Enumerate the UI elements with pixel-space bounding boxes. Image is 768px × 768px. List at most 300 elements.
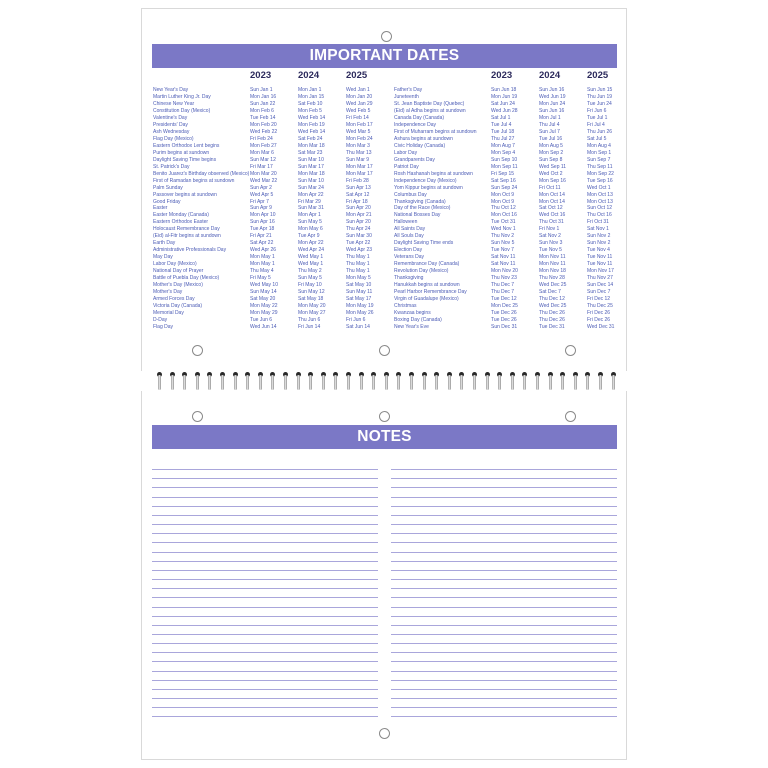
holiday-date: Mon Jan 1	[298, 87, 322, 93]
holiday-date: Tue Feb 14	[250, 114, 276, 121]
holiday-date: Thu Jun 26	[587, 128, 613, 135]
holiday-name: Administrative Professionals Day	[153, 247, 227, 254]
note-line[interactable]	[391, 598, 617, 607]
note-line[interactable]	[152, 470, 378, 479]
note-line[interactable]	[152, 662, 378, 671]
holiday-date: Wed Feb 14	[298, 128, 326, 135]
holiday-date: Wed Dec 25	[539, 303, 567, 310]
holiday-name: Presidents' Day	[153, 121, 188, 128]
holiday-name: (Eid) al-Fitr begins at sundown	[153, 233, 221, 240]
holiday-date: Mon Jul 1	[539, 114, 561, 121]
note-line[interactable]	[152, 507, 378, 516]
spiral-coil	[485, 371, 491, 391]
holiday-name: Independence Day (Mexico)	[394, 177, 457, 184]
holiday-date: Wed Jun 19	[539, 93, 566, 100]
holiday-date: Wed Jun 14	[250, 323, 277, 330]
holiday-date: Sun Apr 20	[346, 205, 371, 212]
holiday-date: Mon May 27	[298, 310, 326, 316]
spiral-coil	[157, 371, 163, 391]
holiday-date: Fri Dec 26	[587, 310, 611, 316]
spiral-coil	[308, 371, 314, 391]
holiday-date: Sat Nov 11	[491, 254, 516, 261]
holiday-name: Eastern Orthodox Easter	[153, 219, 209, 226]
note-line[interactable]	[152, 553, 378, 562]
binding-hole	[192, 411, 203, 422]
spiral-coil	[346, 371, 352, 391]
note-line[interactable]	[391, 461, 617, 470]
holiday-date: Thu Mar 13	[346, 149, 372, 156]
holiday-date: Mon Feb 20	[250, 121, 277, 128]
note-line[interactable]	[391, 672, 617, 681]
holiday-date: Thu Apr 24	[346, 226, 371, 233]
holiday-date: Mon Feb 24	[346, 135, 373, 142]
holiday-date: Mon Oct 9	[491, 198, 515, 205]
holiday-date: Mon Mar 3	[346, 142, 370, 149]
holiday-date: Sun Sep 7	[587, 156, 611, 163]
holiday-name: St. Patrick's Day	[153, 163, 190, 170]
holiday-date: Sun Dec 14	[587, 282, 614, 289]
holiday-date: Mon May 19	[346, 303, 374, 310]
spiral-coil	[296, 371, 302, 391]
spiral-coil	[333, 371, 339, 391]
holiday-date: Thu Nov 28	[539, 275, 565, 282]
holiday-date: Wed May 1	[298, 261, 324, 268]
spiral-coil	[598, 371, 604, 391]
holiday-date: Mon Aug 5	[539, 142, 563, 149]
holiday-name: Kwanzaa begins	[394, 310, 431, 316]
spiral-coil	[207, 371, 213, 391]
holiday-date: Sun Mar 17	[298, 163, 324, 170]
spiral-coil	[283, 371, 289, 391]
holiday-date: Sun Jun 16	[539, 87, 565, 93]
note-line[interactable]	[152, 699, 378, 708]
note-line[interactable]	[391, 470, 617, 479]
holiday-date: Mon Jan 16	[250, 93, 277, 100]
holiday-name: Purim begins at sundown	[153, 149, 210, 156]
note-line[interactable]	[391, 708, 617, 717]
binding-hole	[565, 345, 576, 356]
holiday-name: Flag Day	[153, 323, 174, 330]
binding-hole	[379, 411, 390, 422]
holiday-date: Mon May 26	[346, 310, 374, 316]
holiday-date: Wed May 10	[250, 282, 278, 289]
note-line[interactable]	[391, 626, 617, 635]
dates-2023-left	[250, 87, 296, 331]
note-line[interactable]	[152, 525, 378, 534]
year-heading-2025-left: 2025	[346, 70, 368, 81]
holiday-date: Thu Jun 6	[298, 316, 321, 323]
holiday-date: Tue Dec 26	[491, 316, 517, 323]
holiday-date: Mon Aug 7	[491, 142, 515, 149]
spiral-coil	[409, 371, 415, 391]
holiday-name: Thanksgiving (Canada)	[394, 198, 446, 205]
note-line[interactable]	[152, 479, 378, 488]
holiday-name: Passover begins at sundown	[153, 191, 217, 198]
holiday-name: Palm Sunday	[153, 184, 183, 191]
holiday-date: Sun Nov 5	[491, 240, 515, 247]
holiday-date: Wed Oct 16	[539, 212, 566, 219]
note-line[interactable]	[391, 543, 617, 552]
note-line[interactable]	[391, 553, 617, 562]
holiday-name: (Eid) al Adha begins at sundown	[394, 107, 466, 114]
holiday-date: Sun Jan 22	[250, 100, 276, 107]
holiday-date: Sun Mar 10	[298, 156, 324, 163]
holiday-date: Fri Jun 6	[346, 316, 366, 323]
holiday-date: Wed Mar 5	[346, 128, 371, 135]
holiday-date: Mon May 5	[346, 275, 371, 282]
holiday-date: Mon Nov 11	[539, 261, 566, 268]
note-line[interactable]	[152, 534, 378, 543]
holiday-date: Sun Dec 7	[587, 289, 611, 296]
holiday-date: Wed Feb 14	[298, 114, 326, 121]
note-line[interactable]	[391, 562, 617, 571]
holiday-name: Martin Luther King Jr. Day	[153, 93, 211, 100]
note-line[interactable]	[391, 635, 617, 644]
holiday-date: Wed Nov 1	[491, 226, 516, 233]
note-line[interactable]	[391, 507, 617, 516]
holiday-date: Thu Sep 11	[587, 163, 613, 170]
holiday-name: All Souls Day	[394, 233, 424, 240]
holiday-date: Sun Mar 12	[250, 156, 276, 163]
holiday-name: Canada Day (Canada)	[394, 114, 445, 121]
note-line[interactable]	[391, 516, 617, 525]
holiday-name: Valentine's Day	[153, 114, 188, 121]
holiday-date: Mon Apr 10	[250, 212, 276, 219]
spiral-coil	[472, 371, 478, 391]
holiday-name: Day of the Race (Mexico)	[394, 205, 451, 212]
binding-hole	[381, 31, 392, 42]
holiday-date: Mon Feb 17	[346, 121, 373, 128]
dates-2024-right	[539, 87, 585, 331]
spiral-coil	[245, 371, 251, 391]
holiday-name: New Year's Eve	[394, 323, 429, 330]
holiday-date: Sun Dec 31	[491, 323, 518, 330]
note-line[interactable]	[152, 461, 378, 470]
spiral-coil	[258, 371, 264, 391]
holiday-date: Fri May 5	[250, 275, 271, 282]
holiday-name: Hanukkah begins at sundown	[394, 282, 460, 289]
holiday-name: Daylight Saving Time ends	[394, 240, 454, 247]
holiday-name: Easter Monday (Canada)	[153, 212, 209, 219]
holiday-date: Tue Jul 18	[491, 128, 515, 135]
holiday-date: Fri May 10	[298, 282, 322, 289]
holiday-name: Chinese New Year	[153, 100, 195, 107]
holiday-date: Tue Nov 7	[491, 247, 514, 254]
binding-hole	[192, 345, 203, 356]
holiday-date: Tue Dec 26	[491, 310, 517, 316]
holiday-date: Sun Apr 13	[346, 184, 371, 191]
holiday-date: Thu Jun 19	[587, 93, 613, 100]
spiral-coil	[371, 371, 377, 391]
spiral-coil	[447, 371, 453, 391]
holiday-date: Sun Apr 16	[250, 219, 275, 226]
holiday-name: Holocaust Remembrance Day	[153, 226, 220, 233]
holiday-date: Wed Dec 31	[587, 323, 615, 330]
note-line[interactable]	[152, 653, 378, 662]
holiday-name: Remembrance Day (Canada)	[394, 261, 460, 268]
holiday-date: Wed Sep 11	[539, 163, 567, 170]
holiday-date: Sun Nov 2	[587, 233, 611, 240]
important-dates-banner: IMPORTANT DATES	[152, 44, 617, 68]
note-line[interactable]	[391, 534, 617, 543]
holiday-date: Sun Jul 7	[539, 128, 560, 135]
holiday-date: Wed Jan 1	[346, 87, 370, 93]
holiday-date: Sun May 5	[298, 275, 322, 282]
holiday-name: Ash Wednesday	[153, 128, 190, 135]
holiday-name: Patriot Day	[394, 163, 419, 170]
holiday-name: D-Day	[153, 316, 168, 323]
spiral-coil	[510, 371, 516, 391]
holiday-date: Tue Nov 5	[539, 247, 562, 254]
holiday-date: Mon Aug 4	[587, 142, 611, 149]
holiday-date: Mon Apr 1	[298, 212, 321, 219]
year-heading-2023-right: 2023	[491, 70, 513, 81]
spiral-coil	[497, 371, 503, 391]
holiday-date: Tue Apr 22	[346, 240, 371, 247]
spiral-coil	[459, 371, 465, 391]
binding-hole	[565, 411, 576, 422]
holiday-date: Sun Mar 9	[346, 156, 370, 163]
holiday-name: Easter	[153, 205, 168, 212]
notes-column-right	[391, 461, 617, 717]
holiday-date: Mon Sep 16	[539, 177, 566, 184]
holiday-date: Sat Sep 16	[491, 177, 516, 184]
holiday-name: Battle of Puebla Day (Mexico)	[153, 275, 220, 282]
spiral-coil	[233, 371, 239, 391]
holiday-date: Fri Apr 21	[250, 233, 272, 240]
holiday-date: Mon May 22	[250, 303, 278, 310]
note-line[interactable]	[152, 644, 378, 653]
holiday-name: Memorial Day	[153, 310, 184, 316]
note-line[interactable]	[152, 635, 378, 644]
holiday-name: First of Muharram begins at sundown	[394, 128, 477, 135]
note-line[interactable]	[391, 608, 617, 617]
note-line[interactable]	[152, 708, 378, 717]
holiday-date: Thu Nov 2	[491, 233, 515, 240]
holiday-date: Wed Mar 22	[250, 177, 278, 184]
holiday-date: Wed Dec 25	[539, 282, 567, 289]
note-line[interactable]	[152, 626, 378, 635]
holiday-date: Mon Sep 2	[539, 149, 564, 156]
note-line[interactable]	[152, 690, 378, 699]
holiday-date: Tue Jul 16	[539, 135, 563, 142]
holiday-names-right	[394, 87, 489, 331]
note-line[interactable]	[391, 617, 617, 626]
spiral-coil	[359, 371, 365, 391]
note-line[interactable]	[152, 617, 378, 626]
spiral-coil	[611, 371, 617, 391]
holiday-date: Fri Jun 6	[587, 107, 607, 114]
holiday-date: Sat Feb 24	[298, 135, 323, 142]
note-line[interactable]	[152, 562, 378, 571]
holiday-date: Mon Dec 25	[491, 303, 518, 310]
holiday-date: Mon Jan 20	[346, 93, 373, 100]
holiday-date: Sat May 20	[250, 296, 276, 303]
holiday-name: New Year's Day	[153, 87, 189, 93]
note-line[interactable]	[391, 479, 617, 488]
holiday-date: Fri Mar 29	[298, 198, 321, 205]
holiday-date: Thu May 2	[298, 268, 322, 275]
holiday-date: Sat Dec 7	[539, 289, 561, 296]
spiral-coil	[560, 371, 566, 391]
holiday-date: Sun Apr 20	[346, 219, 371, 226]
holiday-date: Wed Apr 26	[250, 247, 277, 254]
holiday-date: Mon Sep 4	[491, 149, 516, 156]
holiday-name: Veterans Day	[394, 254, 425, 261]
holiday-name: Benito Juarez's Birthday observed (Mexico)	[153, 170, 249, 177]
spiral-coil	[195, 371, 201, 391]
holiday-date: Mon May 20	[298, 303, 326, 310]
holiday-date: Sat Feb 10	[298, 100, 323, 107]
holiday-date: Mon Feb 6	[250, 107, 274, 114]
holiday-date: Wed Apr 5	[250, 191, 274, 198]
year-heading-2024-right: 2024	[539, 70, 561, 81]
holiday-date: Fri Mar 17	[250, 163, 273, 170]
holiday-date: Mon Apr 22	[298, 240, 324, 247]
holiday-date: Mon Nov 18	[539, 268, 566, 275]
note-line[interactable]	[152, 580, 378, 589]
note-line[interactable]	[391, 690, 617, 699]
holiday-name: Revolution Day (Mexico)	[394, 268, 449, 275]
holiday-date: Sat Apr 22	[250, 240, 274, 247]
holiday-date: Sun Jan 1	[250, 87, 273, 93]
note-line[interactable]	[152, 608, 378, 617]
holiday-date: Sat Apr 12	[346, 191, 370, 198]
holiday-date: Tue Nov 11	[587, 254, 613, 261]
holiday-date: Mon Oct 13	[587, 191, 613, 198]
holiday-date: Thu Dec 26	[539, 310, 565, 316]
note-line[interactable]	[391, 681, 617, 690]
spiral-coil	[384, 371, 390, 391]
note-line[interactable]	[391, 662, 617, 671]
spiral-binding	[141, 371, 627, 391]
holiday-date: Sun May 5	[298, 219, 322, 226]
holiday-date: Mon Oct 9	[491, 191, 515, 198]
binding-hole	[379, 728, 390, 739]
holiday-name: Labor Day (Mexico)	[153, 261, 197, 268]
holiday-date: Mon Jun 24	[539, 100, 566, 107]
holiday-date: Tue Jul 1	[587, 114, 608, 121]
note-line[interactable]	[152, 488, 378, 497]
holiday-name: Boxing Day (Canada)	[394, 316, 442, 323]
holiday-date: Mon Sep 1	[587, 149, 612, 156]
holiday-name: Father's Day	[394, 87, 423, 93]
holiday-date: Fri Oct 11	[539, 184, 561, 191]
holiday-name: Daylight Saving Time begins	[153, 156, 217, 163]
holiday-date: Tue Nov 4	[587, 247, 610, 254]
holiday-name: May Day	[153, 254, 173, 261]
holiday-date: Mon Oct 16	[491, 212, 517, 219]
spiral-coil	[182, 371, 188, 391]
holiday-date: Thu Dec 7	[491, 289, 515, 296]
note-line[interactable]	[391, 699, 617, 708]
binding-hole	[379, 345, 390, 356]
note-line[interactable]	[152, 672, 378, 681]
holiday-date: Wed Oct 2	[539, 170, 563, 177]
holiday-date: Fri Dec 12	[587, 296, 611, 303]
holiday-date: Thu May 4	[250, 268, 274, 275]
holiday-date: Fri Jul 4	[587, 121, 605, 128]
holiday-date: Mon May 6	[298, 226, 323, 233]
holiday-date: Mon Mar 6	[250, 149, 274, 156]
holiday-date: Fri Feb 14	[346, 114, 369, 121]
holiday-name: Eastern Orthodox Lent begins	[153, 142, 220, 149]
holiday-date: Sun Nov 3	[539, 240, 563, 247]
holiday-name: All Saints Day	[394, 226, 426, 233]
holiday-date: Sun Mar 30	[346, 233, 372, 240]
holiday-name: Civic Holiday (Canada)	[394, 142, 446, 149]
holiday-date: Thu Oct 12	[491, 205, 516, 212]
note-line[interactable]	[391, 571, 617, 580]
holiday-name: National Day of Prayer	[153, 268, 204, 275]
holiday-date: Thu Dec 25	[587, 303, 613, 310]
note-line[interactable]	[152, 681, 378, 690]
note-line[interactable]	[391, 580, 617, 589]
holiday-date: Sat Nov 11	[491, 261, 516, 268]
holiday-names-left	[153, 87, 249, 331]
dates-2025-left	[346, 87, 392, 331]
holiday-name: Constitution Day (Mexico)	[153, 107, 211, 114]
holiday-date: Wed Apr 23	[346, 247, 373, 254]
holiday-date: Fri Jun 14	[298, 323, 321, 330]
holiday-date: Mon Mar 20	[250, 170, 277, 177]
holiday-date: Mon Jan 15	[298, 93, 325, 100]
note-line[interactable]	[391, 589, 617, 598]
holiday-date: Sat Mar 23	[298, 149, 323, 156]
holiday-name: Rosh Hashanah begins at sundown	[394, 170, 473, 177]
holiday-date: Sun Mar 31	[298, 205, 324, 212]
holiday-date: Sat May 18	[298, 296, 324, 303]
holiday-date: Mon Feb 5	[298, 107, 322, 114]
spiral-coil	[548, 371, 554, 391]
note-line[interactable]	[152, 571, 378, 580]
holiday-name: Thanksgiving	[394, 275, 424, 282]
holiday-date: Fri Oct 31	[587, 219, 609, 226]
holiday-date: Tue Jul 4	[491, 121, 512, 128]
note-line[interactable]	[391, 653, 617, 662]
holiday-date: Sat May 17	[346, 296, 372, 303]
holiday-name: Grandparents Day	[394, 156, 435, 163]
holiday-date: Sun Jun 16	[539, 107, 565, 114]
dates-2025-right	[587, 87, 627, 331]
spiral-coil	[220, 371, 226, 391]
holiday-date: Sun Sep 8	[539, 156, 563, 163]
dates-2023-right	[491, 87, 537, 331]
note-line[interactable]	[152, 543, 378, 552]
holiday-date: Wed Apr 24	[298, 247, 325, 254]
note-line[interactable]	[152, 516, 378, 525]
holiday-date: Mon Mar 17	[346, 170, 373, 177]
dates-2024-left	[298, 87, 344, 331]
holiday-date: Wed May 1	[298, 254, 324, 261]
note-line[interactable]	[391, 498, 617, 507]
holiday-date: Fri Nov 1	[539, 226, 560, 233]
holiday-name: National Bosses Day	[394, 212, 441, 219]
holiday-date: Sat Nov 1	[587, 226, 609, 233]
holiday-date: Tue Dec 12	[491, 296, 517, 303]
holiday-date: Mon Oct 13	[587, 198, 613, 205]
note-line[interactable]	[391, 525, 617, 534]
holiday-date: Sun Apr 9	[250, 205, 272, 212]
note-line[interactable]	[152, 598, 378, 607]
note-line[interactable]	[152, 498, 378, 507]
note-line[interactable]	[152, 589, 378, 598]
holiday-date: Tue Nov 11	[587, 261, 613, 268]
holiday-name: Labor Day	[394, 149, 418, 156]
note-line[interactable]	[391, 488, 617, 497]
holiday-date: Sun May 14	[250, 289, 277, 296]
note-line[interactable]	[391, 644, 617, 653]
